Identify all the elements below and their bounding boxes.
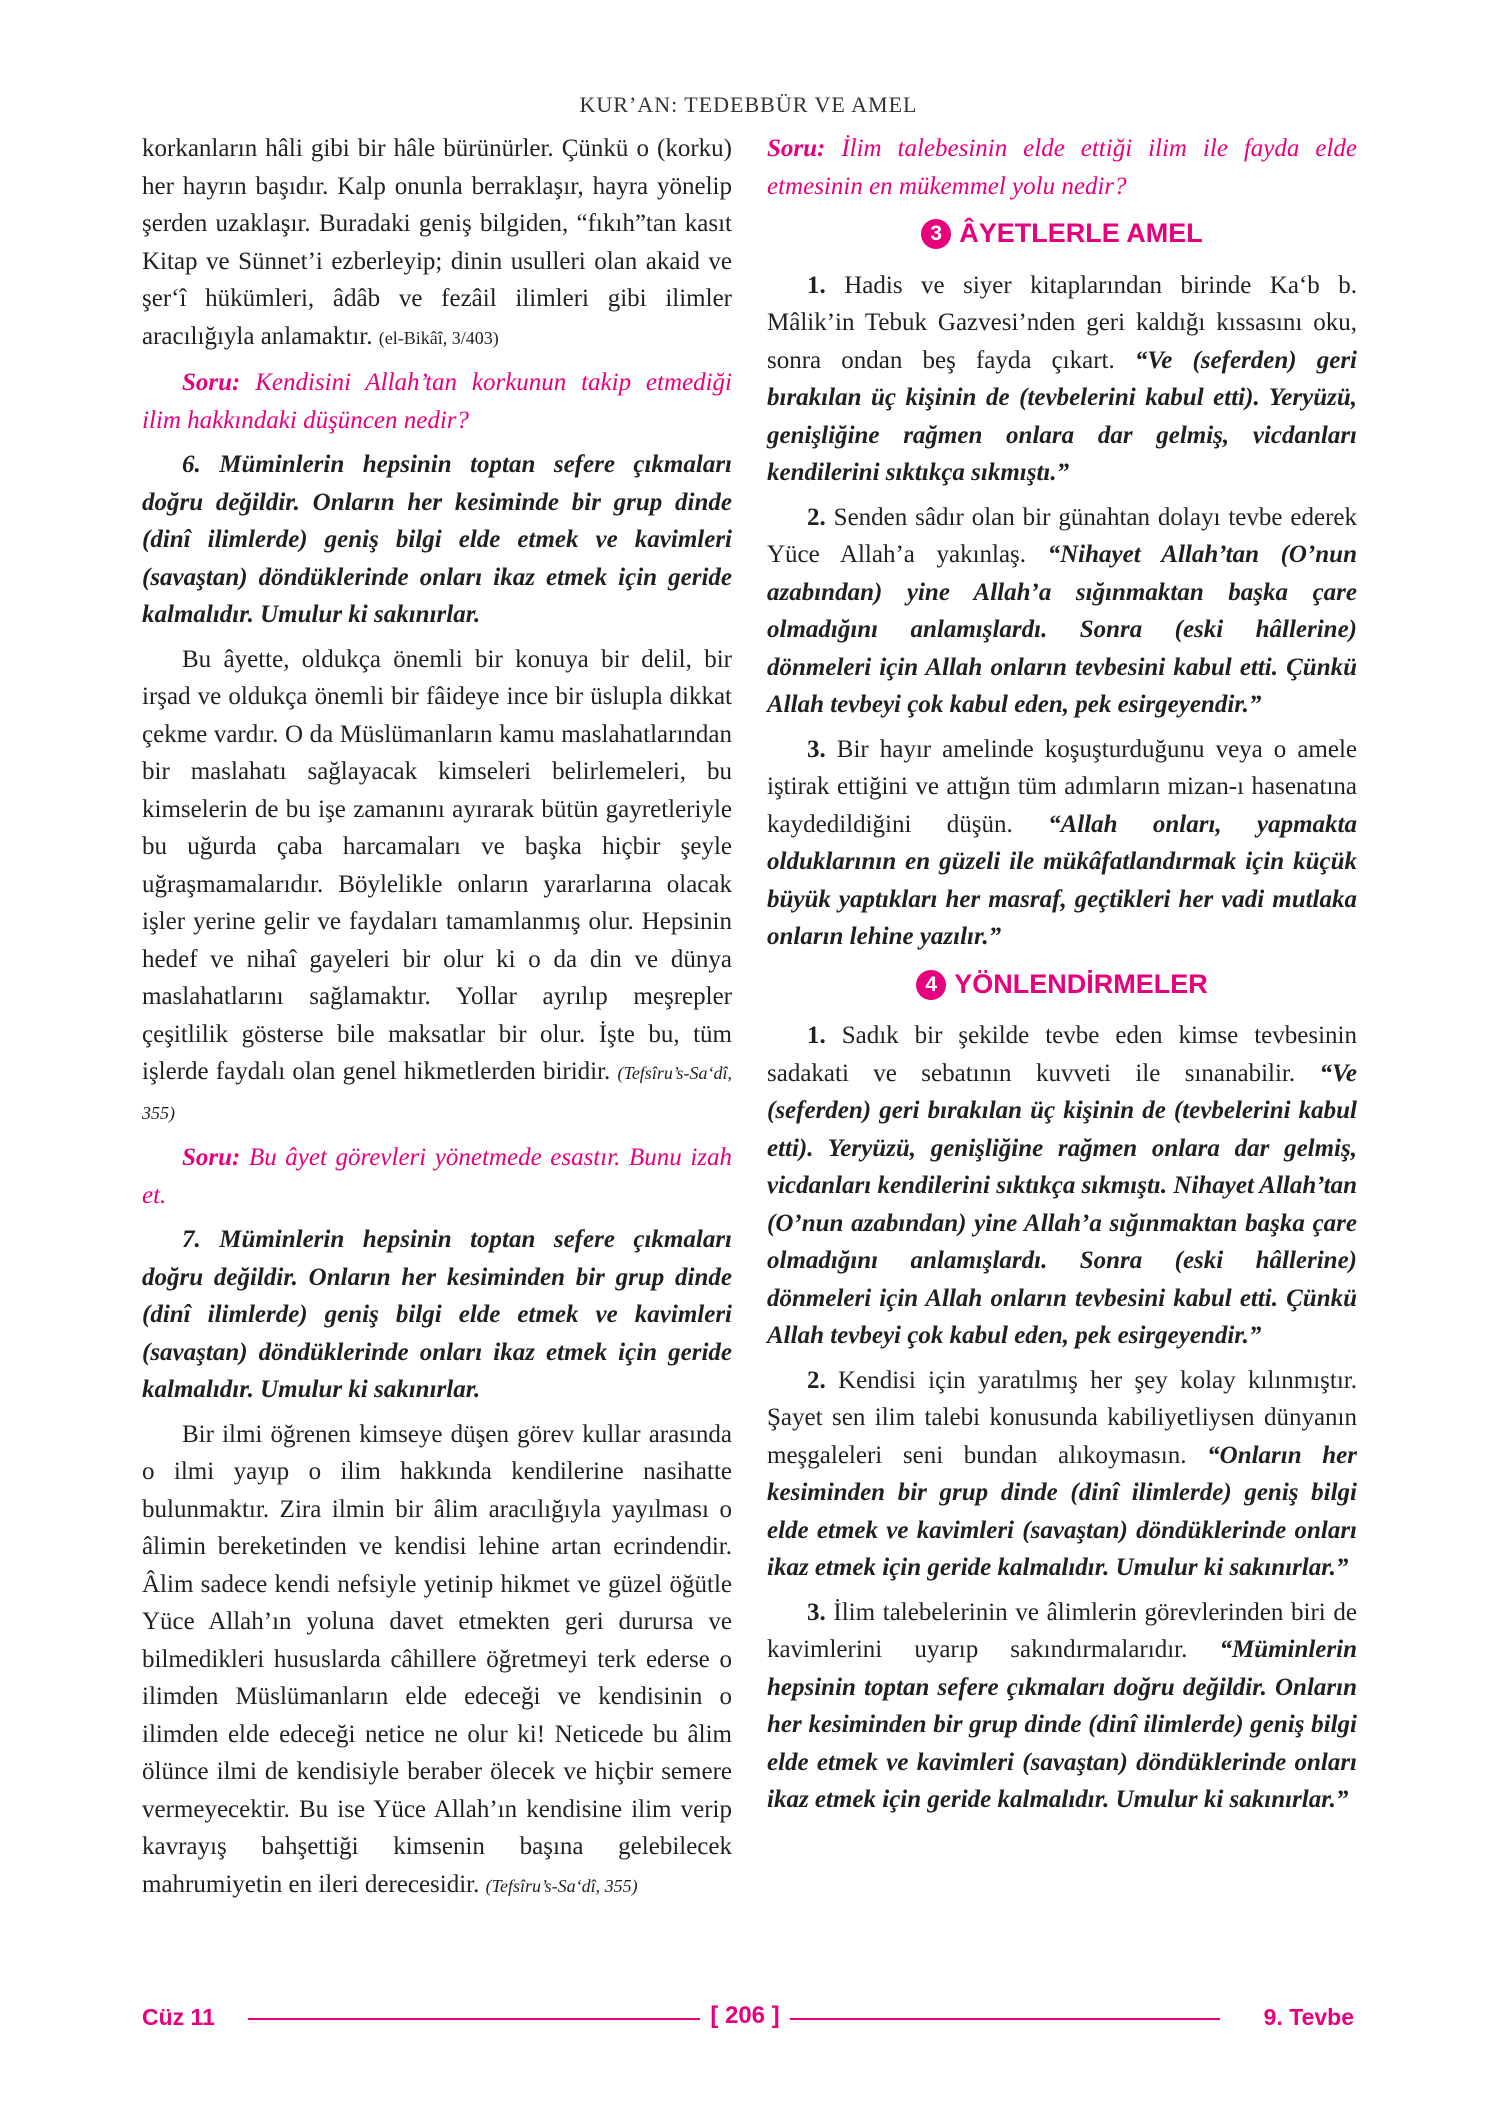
verse-text: 7. Müminlerin hepsinin toptan sefere çıkmaları doğru değildir. Onların her kesiminden bir grup dinde (dinî ilimlerde) geniş bilgi elde etmek ve kavimleri (savaştan) döndüklerinde onları ikaz etmek için geride kalmalıdır. Umulur ki sakınırlar.: [142, 1226, 732, 1403]
verse-text: 6. Müminlerin hepsinin toptan sefere çıkmaları doğru değildir. Onların her kesiminde bir grup dinde (dinî ilimlerde) geniş bilgi elde etmek ve kavimleri (savaştan) döndüklerinde onları ikaz etmek için geride kalmalıdır. Umulur ki sakınırlar.: [142, 451, 732, 628]
list-item: [767, 267, 1357, 492]
section-title: YÖNLENDİRMELER: [954, 968, 1208, 999]
footer-rule-right: [790, 2018, 1220, 2020]
list-item: [767, 1017, 1357, 1355]
list-item: [767, 1594, 1357, 1819]
item-text: Senden sâdır olan bir günahtan dolayı tevbe ederek Yüce Allah’a yakınlaş.: [767, 503, 1357, 568]
item-text: Bir hayır amelinde koşuşturduğunu veya o amele iştirak ettiğini ve attığın tüm adımların mizan-ı hasenatına kaydedildiğini düşün.: [767, 735, 1357, 838]
item-text: Sadık bir şekilde tevbe eden kimse tevbesinin sadakati ve sebatının kuvveti ile sınanabilir.: [767, 1022, 1357, 1087]
item-number: 3.: [807, 1598, 826, 1626]
question-label: Soru:: [767, 135, 826, 162]
question-text: Bu âyet görevleri yönetmede esastır. Bunu izah et.: [142, 1144, 732, 1209]
list-item: [767, 731, 1357, 956]
left-column: [142, 130, 732, 1912]
item-number: 1.: [807, 1022, 826, 1049]
citation: (el-Bikâî, 3/403): [378, 327, 499, 348]
section-heading-ayetlerle-amel: [767, 215, 1357, 253]
paragraph: [142, 1416, 732, 1906]
question: [142, 1139, 732, 1214]
list-item: [767, 1362, 1357, 1587]
verse-quote: “Allah onları, yapmakta olduklarının en güzeli ile mükâfatlandırmak için küçük büyük yaptıkları her masraf, geçtikleri her vadi mutlaka onların lehine yazılır.”: [767, 810, 1358, 950]
question-label: Soru:: [182, 369, 241, 396]
section-title: ÂYETLERLE AMEL: [959, 218, 1203, 248]
item-number: 2.: [807, 503, 826, 531]
item-number: 1.: [807, 271, 826, 299]
paragraph-text: Bu âyette, oldukça önemli bir konuya bir delil, bir irşad ve oldukça önemli bir fâideye ince bir üslupla dikkat çekme vardır. O da Müslümanların kamu maslahatlarından bir maslahatı sağlayacak kimseleri belirlemeleri, bu kimselerin de bu işe zamanını ayırarak bütün gayretleriyle bu uğurda çaba harcamaları ve başka hiçbir şeyle uğraşmamalarıdır. Böylelikle onların yararlarına olacak işler yerine gelir ve faydaları tamamlanmış olur. Hepsinin hedef ve nihaî gayeleri bir olur ki o da din ve dünya maslahatlarını sağlamaktır. Yollar ayrılıp meşrepler çeşitlilik göstersе bile maksatlar bir olur. İşte bu, tüm işlerde faydalı olan genel hikmetlerden biridir.: [142, 645, 732, 1085]
page-number: [ 206 ]: [710, 2002, 780, 2029]
verse-quote: “Ve (seferden) geri bırakılan üç kişinin de (tevbelerini kabul etti). Yeryüzü, genişliğine rağmen onlara dar gelmiş, vicdanları kendilerini sıktıkça sıkmıştı. Nihayet Allah’tan (O’nun azabından) yine Allah’a sığınmaktan başka çare olmadığını anlamışlardı. Sonra (eski hâllerine) dönmeleri için Allah onların tevbesini kabul etti. Çünkü Allah tevbeyi çok kabul eden, pek esirgeyendir.”: [767, 1059, 1357, 1349]
paragraph-text: korkanların hâli gibi bir hâle bürünürler. Çünkü o (korku) her hayrın başıdır. Kalp onunla berraklaşır, hayra yönelip şerden uzaklaşır. Buradaki geniş bilgiden, “fıkıh”tan kasıt Kitap ve Sünnet’i ezberleyip; dinin usulleri olan akaid ve şer‘î hükümleri, âdâb ve fezâil ilimleri gibi ilimler aracılığıyla anlamaktır.: [142, 135, 732, 350]
question-text: İlim talebesinin elde ettiği ilim ile fayda elde etmesinin en mükemmel yolu nedir?: [767, 135, 1357, 200]
item-text: Kendisi için yaratılmış her şey kolay kılınmıştır. Şayet sen ilim talebi konusunda kabiliyetliysen dünyanın meşgaleleri seni bundan alıkoymasın.: [767, 1366, 1357, 1469]
item-text: Hadis ve siyer kitaplarından birinde Ka‘b b. Mâlik’in Tebuk Gazvesi’nden geri kaldığı kıssasını oku, sonra ondan beş fayda çıkart.: [767, 271, 1357, 374]
item-number: 2.: [807, 1366, 826, 1394]
paragraph-text: Bir ilmi öğrenen kimseye düşen görev kullar arasında o ilmi yayıp o ilim hakkında kendilerine nasihatte bulunmaktır. Zira ilmin bir âlim aracılığıyla yayılması o âlimin bereketinden ve kendisi lehine artan ecrindendir. Âlim sadece kendi nefsiyle yetinip hikmet ve güzel öğütle Yüce Allah’ın yoluna davet etmekten geri durursa ve bilmedikleri hususlarda câhillere öğretmeyi terk ederse o ilimden Müslümanların elde edeceği ve kendisinin o ilimden elde edeceği netice ne olur ki! Neticede bu âlim ölünce ilmi de kendisiyle beraber ölecek ve hiçbir semere vermeyecektir. Bu ise Yüce Allah’ın kendisine ilim verip kavrayış bahşettiği kimsenin başına gelebilecek mahrumiyetin en ileri derecesidir.: [142, 1420, 732, 1898]
paragraph: [142, 641, 732, 1133]
footer-rule-left: [248, 2018, 700, 2020]
item-text: İlim talebelerinin ve âlimlerin görevlerinden biri de kavimlerini uyarıp sakındırmalarıdır.: [767, 1598, 1357, 1663]
question: [767, 130, 1357, 205]
question: [142, 364, 732, 439]
verse-quote: “Müminlerin hepsinin toptan sefere çıkmaları doğru değildir. Onların her kesiminden bir grup dinde (dinî ilimlerde) geniş bilgi elde etmek ve kavimleri (savaştan) döndüklerinde onları ikaz etmek için geride kalmalıdır. Umulur ki sakınırlar.”: [767, 1636, 1357, 1813]
surah-label: 9. Tevbe: [1263, 2004, 1354, 2030]
verse-quote: “Onların her kesiminden bir grup dinde (dinî ilimlerde) geniş bilgi elde etmek ve kavimleri (savaştan) döndüklerinde onları ikaz etmek için geride kalmalıdır. Umulur ki sakınırlar.”: [767, 1441, 1357, 1581]
paragraph: [142, 130, 732, 357]
verse-quote: “Ve (seferden) geri bırakılan üç kişinin de (tevbelerini kabul etti). Yeryüzü, genişliğine rağmen onlara dar gelmiş, vicdanları kendilerini sıktıkça sıkmıştı.”: [767, 346, 1357, 486]
list-item: [767, 499, 1357, 724]
right-column: [767, 130, 1357, 1826]
question-label: Soru:: [182, 1144, 241, 1171]
question-text: Kendisini Allah’tan korkunun takip etmediği ilim hakkındaki düşüncen nedir?: [142, 369, 732, 434]
item-number: 3.: [807, 735, 826, 763]
verse-quote: “Nihayet Allah’tan (O’nun azabından) yine Allah’a sığınmaktan başka çare olmadığını anlamışlardı. Sonra (eski hâllerine) dönmeleri için Allah onların tevbesini kabul etti. Çünkü Allah tevbeyi çok kabul eden, pek esirgeyendir.”: [767, 541, 1357, 718]
section-number-badge: 3: [921, 219, 951, 249]
citation: (Tefsîru’s-Sa‘dî, 355): [485, 1875, 638, 1896]
citation: (Tefsîru’s-Sa‘dî, 355): [142, 1063, 732, 1123]
section-number-badge: 4: [916, 970, 946, 1000]
page-footer: [0, 2002, 1497, 2042]
juz-label: Cüz 11: [142, 2004, 215, 2030]
section-heading-yonlendirmeler: [767, 966, 1357, 1004]
running-header: KUR’AN: TEDEBBÜR VE AMEL: [579, 92, 918, 117]
